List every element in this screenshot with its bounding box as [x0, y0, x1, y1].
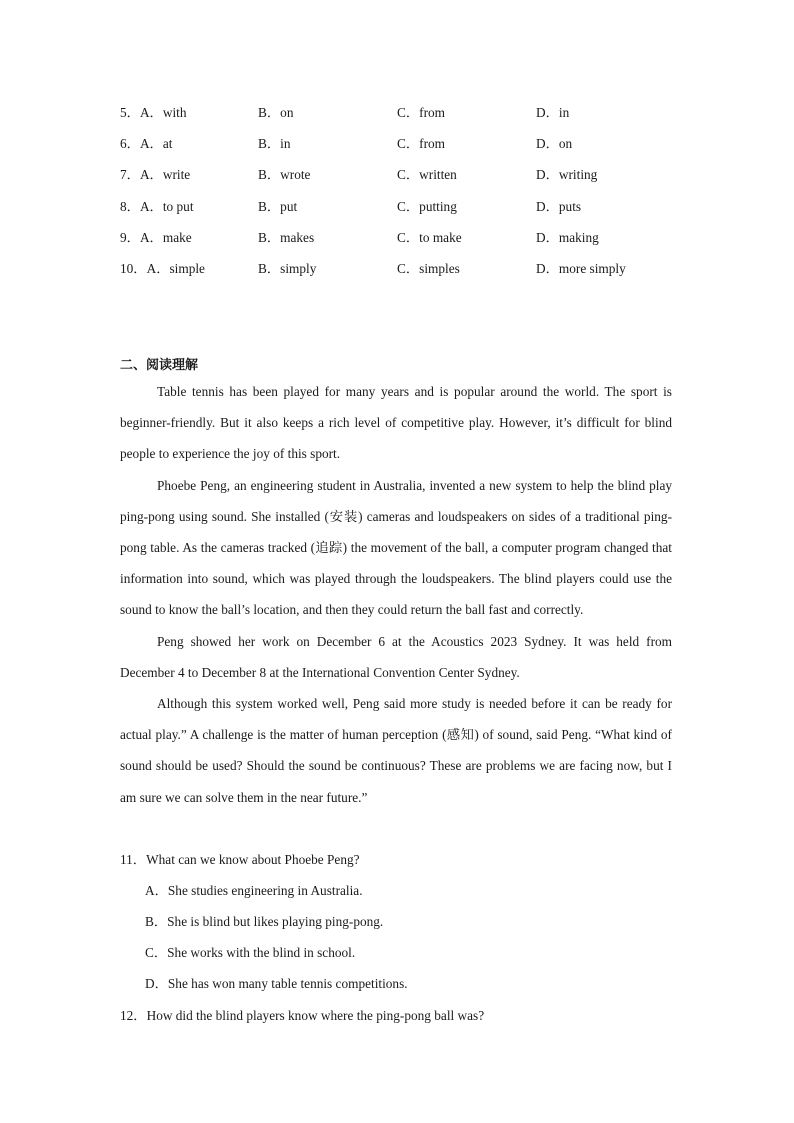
choice-5-option-d: D．in: [536, 105, 570, 120]
choice-7-option-b: B．wrote: [258, 167, 311, 183]
choice-6-option-a: [120, 128, 172, 159]
choice-7-option-d: D．writing: [536, 167, 598, 183]
choice-number: 10．: [120, 260, 147, 276]
choice-10-option-c: C．simples: [397, 260, 460, 276]
question-11-option-c: C．She works with the blind in school.: [145, 945, 356, 960]
choice-6-option-b: B．in: [258, 136, 291, 152]
choice-number: 5．: [120, 105, 140, 120]
passage-paragraph-4: Although this system worked well, Peng said more study is needed before it can be ready for actual play.” A challenge is the matter of human perception (感知) of sound, said Peng. “What kind of sound should be used? Should the sound be continuous? These are problems we are facing now, but I am sure we can solve them in the near future.”: [120, 696, 672, 805]
choice-9-option-a: [120, 222, 192, 253]
question-12-text: 12．How did the blind players know where the ping-pong ball was?: [120, 1008, 485, 1023]
option-a-text: A．make: [139, 229, 192, 245]
choice-9-option-b: B．makes: [258, 229, 315, 245]
choice-row-6: [120, 128, 680, 159]
choice-row-8: [120, 191, 680, 222]
choice-number: 9．: [120, 229, 140, 245]
choice-10-option-b: B．simply: [258, 260, 317, 276]
choice-5-option-c: C．from: [397, 105, 446, 120]
option-a-text: A．to put: [139, 198, 194, 214]
passage-paragraph-2: Phoebe Peng, an engineering student in Australia, invented a new system to help the blind play ping-pong using sound. She installed (安装) cameras and loudspeakers on sides of a traditional ping-pong table. As the cameras tracked (追踪) the movement of the ball, a computer program changed that information into sound, which was played through the loudspeakers. The blind players could use the sound to know the ball’s location, and then they could return the ball fast and correctly.: [120, 477, 672, 618]
choice-10-option-a: [120, 253, 205, 284]
choice-number: 6．: [120, 136, 140, 152]
question-11-option-b: B．She is blind but likes playing ping-pong.: [145, 914, 384, 929]
choice-9-option-d: D．making: [536, 229, 599, 245]
choice-8-option-d: D．puts: [536, 198, 582, 214]
choice-6-option-c: C．from: [397, 136, 446, 152]
choice-8-option-a: [120, 191, 194, 222]
option-a-text: A．at: [139, 136, 173, 152]
choice-5-option-a: [120, 97, 187, 128]
multiple-choice-list: [120, 97, 680, 284]
option-a-text: A．write: [139, 167, 191, 183]
choice-row-5: [120, 97, 680, 128]
choice-8-option-b: B．put: [258, 198, 298, 214]
section-title: 二、阅读理解: [120, 358, 199, 373]
question-11-option-d: D．She has won many table tennis competitions.: [145, 976, 408, 991]
choice-7-option-c: C．written: [397, 167, 457, 183]
choice-row-10: [120, 253, 680, 284]
choice-6-option-d: D．on: [536, 136, 573, 152]
question-11-option-a: A．She studies engineering in Australia.: [145, 883, 363, 898]
choice-9-option-c: C．to make: [397, 229, 462, 245]
choice-number: 7．: [120, 167, 140, 183]
choice-10-option-d: D．more simply: [536, 260, 626, 276]
passage-paragraph-3: Peng showed her work on December 6 at the Acoustics 2023 Sydney. It was held from December 4 to December 8 at the International Convention Center Sydney.: [120, 633, 672, 680]
choice-number: 8．: [120, 198, 140, 214]
question-11-text: 11．What can we know about Phoebe Peng?: [120, 852, 360, 867]
reading-passage: [120, 376, 672, 813]
option-a-text: A．simple: [146, 260, 205, 276]
question-12: [120, 1000, 680, 1031]
option-a-text: A．with: [139, 105, 187, 120]
question-11: [120, 844, 680, 999]
choice-8-option-c: C．putting: [397, 198, 457, 214]
choice-row-9: [120, 222, 680, 253]
passage-paragraph-1: Table tennis has been played for many years and is popular around the world. The sport is beginner-friendly. But it also keeps a rich level of competitive play. However, it’s difficult for blind people to experience the joy of this sport.: [120, 384, 672, 462]
choice-7-option-a: [120, 159, 190, 190]
choice-5-option-b: B．on: [258, 105, 294, 120]
choice-row-7: [120, 159, 680, 190]
